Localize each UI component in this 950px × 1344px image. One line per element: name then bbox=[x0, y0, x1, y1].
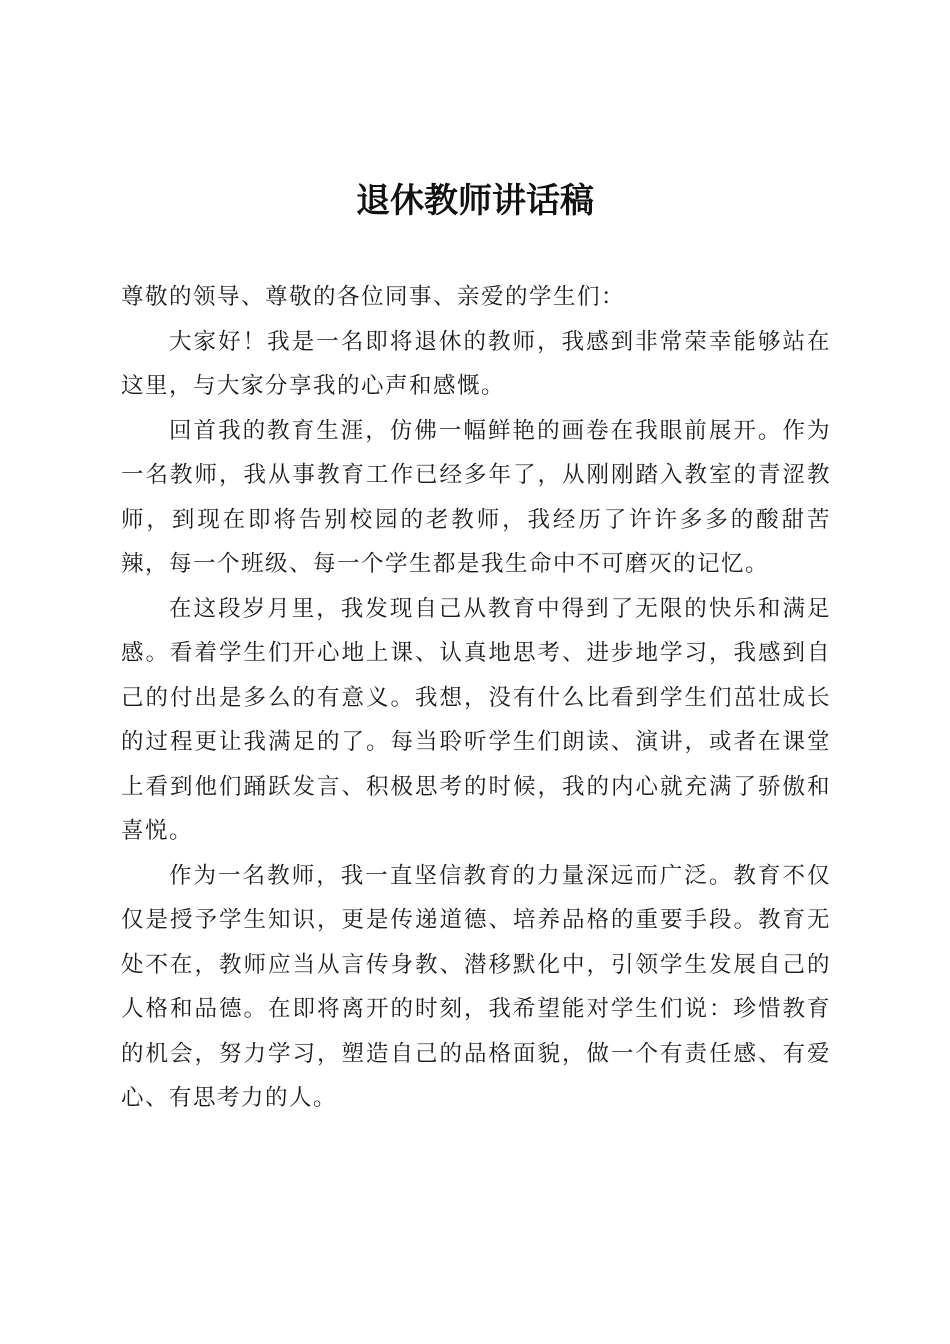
speech-body bbox=[121, 275, 831, 1121]
salutation: 尊敬的领导、尊敬的各位同事、亲爱的学生们： bbox=[121, 284, 626, 310]
paragraph-1: 大家好！我是一名即将退休的教师，我感到非常荣幸能够站在这里，与大家分享我的心声和感慨。 bbox=[121, 328, 831, 399]
page-title: 退休教师讲话稿 bbox=[356, 181, 594, 221]
paragraph-3: 在这段岁月里，我发现自己从教育中得到了无限的快乐和满足感。看着学生们开心地上课、认真地思考、进步地学习，我感到自己的付出是多么的有意义。我想，没有什么比看到学生们茁壮成长的过程更让我满足的了。每当聆听学生们朗读、演讲，或者在课堂上看到他们踊跃发言、积极思考的时候，我的内心就充满了骄傲和喜悦。 bbox=[121, 595, 831, 844]
paragraph-2: 回首我的教育生涯，仿佛一幅鲜艳的画卷在我眼前展开。作为一名教师，我从事教育工作已经多年了，从刚刚踏入教室的青涩教师，到现在即将告别校园的老教师，我经历了许许多多的酸甜苦辣，每一个班级、每一个学生都是我生命中不可磨灭的记忆。 bbox=[121, 417, 831, 577]
paragraph-4: 作为一名教师，我一直坚信教育的力量深远而广泛。教育不仅仅是授予学生知识，更是传递道德、培养品格的重要手段。教育无处不在，教师应当从言传身教、潜移默化中，引领学生发展自己的人格和品德。在即将离开的时刻，我希望能对学生们说：珍惜教育的机会，努力学习，塑造自己的品格面貌，做一个有责任感、有爱心、有思考力的人。 bbox=[121, 862, 831, 1111]
